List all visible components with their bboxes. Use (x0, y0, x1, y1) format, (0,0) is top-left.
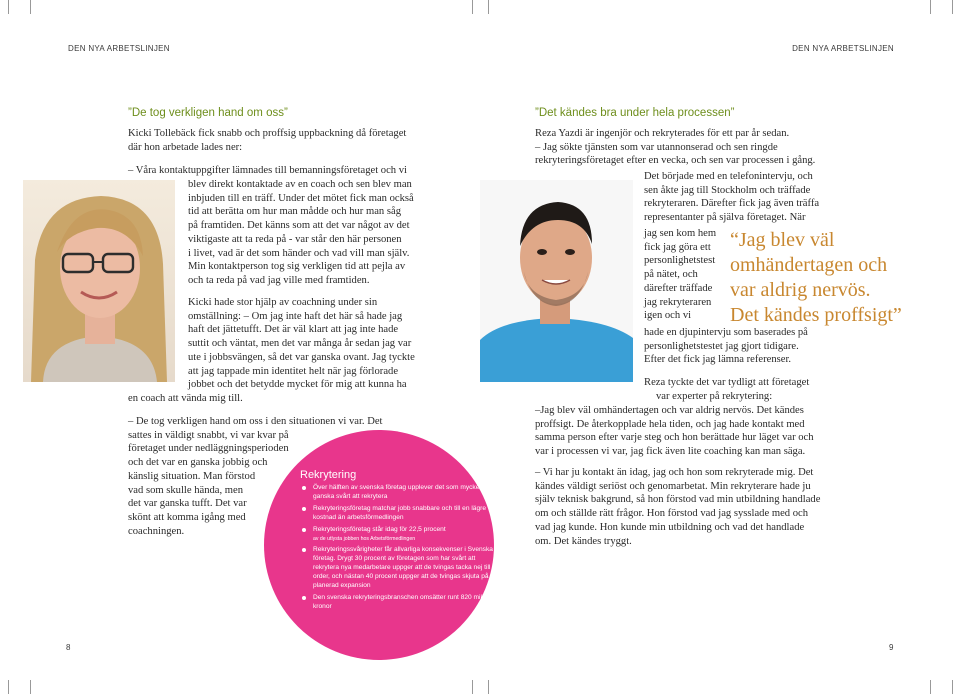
crop-mark (930, 0, 931, 14)
text-line: var experter på rekrytering: (656, 390, 773, 402)
factbox-item-text: Över hälften av svenska företag upplever det som mycket eller ganska svårt att rekrytera (313, 484, 496, 500)
left-section-heading: ”De tog verkligen hand om oss” (128, 107, 288, 119)
right-paragraph-2-intro (644, 376, 854, 403)
factbox-item (300, 546, 500, 591)
text-line: om. Det kändes tryggt. (535, 535, 632, 547)
factbox-item (300, 526, 500, 544)
crop-mark (930, 680, 931, 694)
text-line: skönt att komma igång med (128, 511, 246, 523)
text-line: företaget under nedläggningsperioden (128, 443, 289, 455)
text-line: tid att berätta om hur man mådde och hur man såg (188, 206, 401, 218)
crop-mark (488, 0, 489, 14)
pull-quote-line: “Jag blev väl (730, 229, 835, 251)
crop-mark (952, 680, 953, 694)
text-line: känslig situation. Man förstod (128, 470, 256, 482)
text-line: att jag tappade min identitet helt när jag förlorade (188, 365, 399, 377)
factbox-item (300, 594, 500, 612)
text-line: –Jag blev väl omhändertagen och var aldrig nervös. Det kändes (535, 405, 804, 416)
text-line: om och ställde rätt frågor. Hon förstod vad jag sysslade med och (535, 508, 809, 520)
text-line: ute i jobbsvängen, så det var ganska ovant. Jag tyckte (188, 351, 415, 363)
crop-mark (472, 0, 473, 14)
left-paragraph-2 (188, 296, 438, 392)
page-number-left: 8 (66, 643, 71, 652)
text-line: vad jag kunde. Hon kunde min utbildning och vad det handlade (535, 521, 805, 533)
text-line: jag rekryteraren (644, 296, 712, 308)
text-line: på nätet, och (644, 269, 698, 281)
text-line: blev direkt kontaktade av en coach och sen blev man (188, 179, 412, 190)
text-line: och ta reda på vad jag ville med framtiden. (188, 274, 370, 286)
pull-quote-line: omhändertagen och (730, 254, 888, 276)
left-quote-intro (128, 164, 438, 178)
factbox-item (300, 505, 500, 523)
text-line: coachningen. (128, 525, 185, 537)
text-line: Reza Yazdi är ingenjör och rekryterades för ett par år sedan. (535, 128, 790, 139)
text-line: i livet, vad är det som händer och vad vill man själv. (188, 247, 410, 259)
factbox-item-text: Rekryteringsföretag matchar jobb snabbare och till en lägre kostnad än arbetsförmedlingen (313, 504, 486, 521)
right-section-heading: ”Det kändes bra under hela processen” (535, 107, 735, 119)
crop-mark (952, 0, 953, 14)
text-line: det var ganska tufft. Det var (128, 498, 247, 510)
text-line: hade en djupintervju som baserades på (644, 327, 808, 338)
page-number-right: 9 (889, 643, 894, 652)
right-paragraph-1 (644, 170, 844, 225)
text-line: omställning: – Om jag inte haft det här så hade jag (188, 310, 403, 322)
text-line: själv teknisk bakgrund, så hon förstod vad min utbildning handlade (535, 494, 821, 506)
text-line: Kicki hade stor hjälp av coachning under sin (188, 297, 378, 308)
text-line: – De tog verkligen hand om oss i den situationen vi var. Det (128, 416, 383, 427)
text-line: Min kontaktperson tog sig verkligen tid att pejla av (188, 261, 406, 273)
text-line: sen åkte jag till Stockholm och träffade (644, 184, 811, 196)
right-paragraph-1-end (644, 326, 854, 367)
crop-mark (8, 0, 9, 14)
text-line: – Våra kontaktuppgifter lämnades till bemanningsföretaget och vi (128, 165, 407, 176)
text-line: representanter på själva företaget. När (644, 212, 806, 224)
right-paragraph-2 (535, 404, 845, 459)
factbox-item-text: Rekryteringssvårigheter får allvarliga konsekvenser i Svenska företag. Drygt 30 procent av företagen som har svårt att rekrytera nya medarbetare uppger att de tvingas tacka nej till order, och nästan 40 procent uppger att de tvingas skjuta på planerad expansion (313, 546, 493, 590)
right-paragraph-3 (535, 466, 845, 548)
text-line: jag sen kom hem (644, 228, 717, 239)
left-paragraph-1 (188, 178, 438, 288)
text-line: Efter det fick jag lämna referenser. (644, 354, 792, 366)
factbox-item-note: av de utlysta jobben hos Arbetsförmedlingen (313, 535, 416, 542)
text-line: en coach att vända mig till. (128, 393, 243, 404)
text-line: viktigaste att ta reda på - var står den här personen (188, 233, 402, 245)
woman-portrait (23, 180, 175, 382)
pull-quote-line: Det kändes proffsigt” (730, 304, 902, 326)
pull-quote-line: var aldrig nervös. (730, 279, 871, 301)
left-paragraph-2-end (128, 392, 428, 406)
text-line: inbjuden till en träff. Under det mötet fick man också (188, 192, 414, 204)
text-line: fick jag göra ett (644, 241, 711, 253)
text-line: – Vi har ju kontakt än idag, jag och hon som rekryterade mig. Det (535, 467, 814, 478)
man-portrait (480, 180, 633, 382)
text-line: – Jag sökte tjänsten som var utannonserad och sen ringde (535, 141, 778, 153)
text-line: där hon arbetade lades ner: (128, 141, 243, 153)
text-line: proffsigt. De återkopplade hela tiden, och jag hade kontakt med (535, 418, 805, 430)
text-line: haft det jättetufft. Det är väl klart att jag inte hade (188, 324, 399, 336)
text-line: vad som skulle hända, men (128, 484, 244, 496)
factbox-item-text: Den svenska rekryteringsbranschen omsätter runt 820 miljoner kronor (313, 593, 497, 610)
right-intro (535, 127, 835, 168)
text-line: Det började med en telefonintervju, och (644, 171, 813, 182)
factbox-item-text: Rekryteringsföretag står idag för 22,5 procent (313, 525, 446, 533)
pull-quote (730, 228, 902, 328)
text-line: personlighetstestet jag gjort tidigare. (644, 340, 799, 352)
text-line: rekryteraren. Därefter fick jag även träffa (644, 198, 820, 210)
factbox-list (300, 484, 500, 615)
running-header-right: DEN NYA ARBETSLINJEN (792, 44, 894, 53)
crop-mark (30, 0, 31, 14)
factbox-title: Rekrytering (300, 469, 357, 481)
text-line: Reza tyckte det var tydligt att företaget (644, 377, 810, 388)
crop-mark (30, 680, 31, 694)
text-line: rekryteringsföretaget efter en vecka, och sen var processen i gång. (535, 155, 816, 167)
running-header-left: DEN NYA ARBETSLINJEN (68, 44, 170, 53)
text-line: kändes väldigt seriöst och genomarbetat. Min rekryterare hade ju (535, 480, 811, 492)
text-line: och det var en ganska jobbig och (128, 457, 268, 469)
text-line: sattes in väldigt snabbt, vi var kvar på (128, 429, 289, 441)
text-line: igen och vi (644, 310, 692, 322)
text-line: samma person efter varje steg och hon berättade hur läget var och (535, 432, 814, 444)
crop-mark (488, 680, 489, 694)
left-intro (128, 127, 428, 154)
text-line: personlighetstest (644, 255, 716, 267)
text-line: var i processen vi var, jag fick även lite coaching kan man säga. (535, 446, 806, 458)
text-line: Kicki Tollebäck fick snabb och proffsig uppbackning då företaget (128, 128, 407, 139)
factbox-item (300, 484, 500, 502)
text-line: på framtiden. Det känns som att det var något av det (188, 220, 410, 232)
text-line: jobbet och det betydde mycket för mig att kunna ha (188, 379, 407, 391)
text-line: suttit och väntat, men det var många år sedan jag var (188, 338, 412, 350)
text-line: därefter träffade (644, 282, 713, 294)
crop-mark (472, 680, 473, 694)
crop-mark (8, 680, 9, 694)
